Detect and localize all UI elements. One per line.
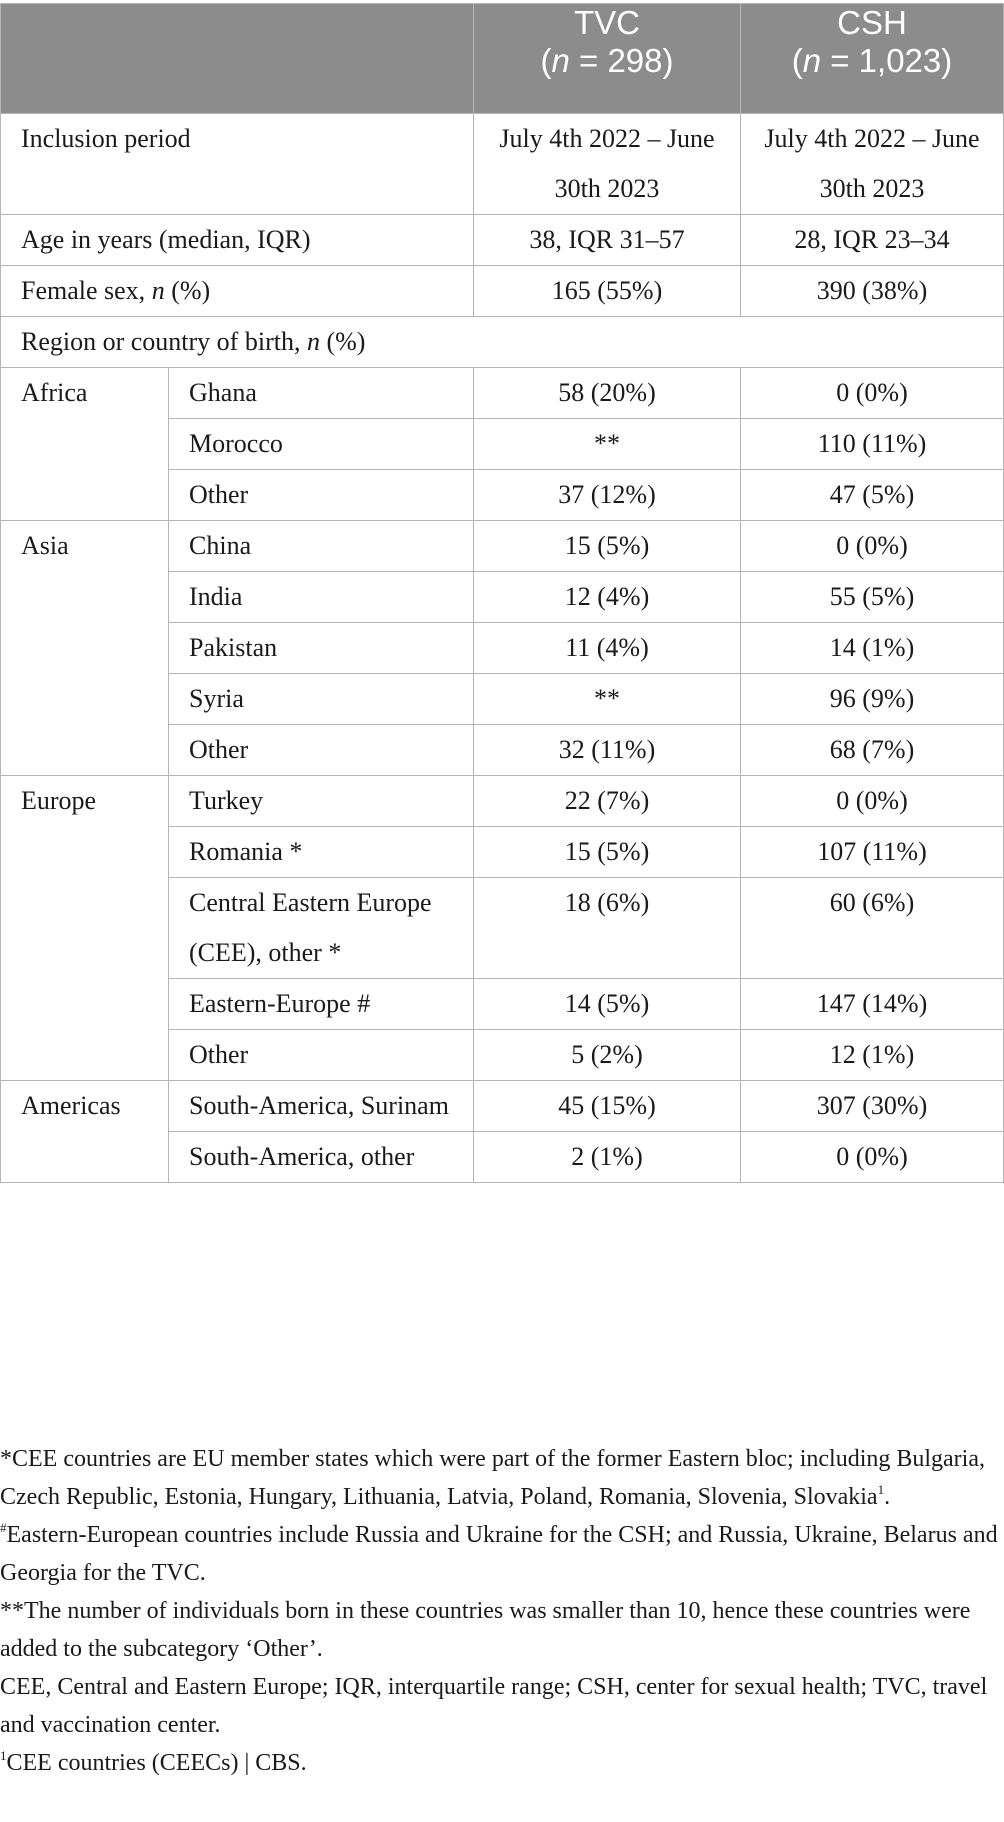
tvc-value: 14 (5%)	[474, 979, 741, 1030]
csh-value: 390 (38%)	[741, 266, 1004, 317]
table-row	[1, 521, 1004, 572]
country-label: Ghana	[169, 368, 474, 419]
country-label: Syria	[169, 674, 474, 725]
country-label: Eastern-Europe #	[169, 979, 474, 1030]
footnote-source: $^1$CEE countries (CEECs) | CBS.	[0, 1748, 307, 1776]
footnote-abbreviations: CEE, Central and Eastern Europe; IQR, interquartile range; CSH, center for sexual health; TVC, travel and vaccination center.	[0, 1674, 988, 1738]
footnote-cee: *CEE countries are EU member states which were part of the former Eastern bloc; including Bulgaria, Czech Republic, Estonia, Hungary, Lithuania, Latvia, Poland, Romania, Slovenia, Slovakia$^1$.	[0, 1446, 985, 1510]
table-row	[1, 776, 1004, 827]
tvc-value: 22 (7%)	[474, 776, 741, 827]
header-blank-cell	[1, 4, 474, 114]
tvc-value: July 4th 2022 – June 30th 2023	[474, 114, 741, 215]
csh-value: 107 (11%)	[741, 827, 1004, 878]
csh-value: 60 (6%)	[741, 878, 1004, 979]
row-label: Female sex, n (%)	[1, 266, 474, 317]
header-row	[1, 4, 1004, 114]
country-label: Other	[169, 725, 474, 776]
csh-value: 47 (5%)	[741, 470, 1004, 521]
csh-value: 0 (0%)	[741, 776, 1004, 827]
country-label: China	[169, 521, 474, 572]
csh-value: 110 (11%)	[741, 419, 1004, 470]
region-label: Asia	[1, 521, 169, 776]
csh-value: July 4th 2022 – June 30th 2023	[741, 114, 1004, 215]
tvc-value: 15 (5%)	[474, 521, 741, 572]
country-label: South-America, Surinam	[169, 1081, 474, 1132]
table-row	[1, 266, 1004, 317]
csh-value: 55 (5%)	[741, 572, 1004, 623]
header-csh-name: CSH	[837, 4, 907, 41]
region-label: Americas	[1, 1081, 169, 1183]
csh-value: 14 (1%)	[741, 623, 1004, 674]
header-csh-count: (n = 1,023)	[791, 42, 953, 79]
row-label: Inclusion period	[1, 114, 474, 215]
csh-value: 147 (14%)	[741, 979, 1004, 1030]
csh-value: 0 (0%)	[741, 1132, 1004, 1183]
tvc-value: 2 (1%)	[474, 1132, 741, 1183]
table-row	[1, 114, 1004, 215]
country-label: Morocco	[169, 419, 474, 470]
table-row	[1, 368, 1004, 419]
header-tvc-count: (n = 298)	[540, 42, 674, 79]
section-header-row	[1, 317, 1004, 368]
footnote-small-counts: **The number of individuals born in these countries was smaller than 10, hence these countries were added to the subcategory ‘Other’.	[0, 1598, 971, 1662]
tvc-value: **	[474, 674, 741, 725]
tvc-value: 45 (15%)	[474, 1081, 741, 1132]
csh-value: 68 (7%)	[741, 725, 1004, 776]
table-row	[1, 215, 1004, 266]
country-label: Other	[169, 470, 474, 521]
section-label: Region or country of birth, n (%)	[1, 317, 1004, 368]
tvc-value: 11 (4%)	[474, 623, 741, 674]
tvc-value: 18 (6%)	[474, 878, 741, 979]
csh-value: 0 (0%)	[741, 368, 1004, 419]
csh-value: 0 (0%)	[741, 521, 1004, 572]
region-label: Europe	[1, 776, 169, 1081]
tvc-value: 38, IQR 31–57	[474, 215, 741, 266]
tvc-value: 165 (55%)	[474, 266, 741, 317]
tvc-value: 15 (5%)	[474, 827, 741, 878]
country-label: Other	[169, 1030, 474, 1081]
country-label: Romania *	[169, 827, 474, 878]
tvc-value: 58 (20%)	[474, 368, 741, 419]
header-csh	[741, 4, 1004, 114]
tvc-value: 5 (2%)	[474, 1030, 741, 1081]
csh-value: 12 (1%)	[741, 1030, 1004, 1081]
tvc-value: 12 (4%)	[474, 572, 741, 623]
footnote-eastern-europe: #Eastern-European countries include Russia and Ukraine for the CSH; and Russia, Ukraine, Belarus and Georgia for the TVC.	[0, 1520, 998, 1586]
country-label: Central Eastern Europe (CEE), other *	[169, 878, 474, 979]
country-label: India	[169, 572, 474, 623]
csh-value: 307 (30%)	[741, 1081, 1004, 1132]
table-footnotes	[0, 1440, 1003, 1782]
country-label: Turkey	[169, 776, 474, 827]
tvc-value: 32 (11%)	[474, 725, 741, 776]
header-tvc	[474, 4, 741, 114]
tvc-value: 37 (12%)	[474, 470, 741, 521]
demographics-table	[0, 3, 1004, 1183]
region-label: Africa	[1, 368, 169, 521]
country-label: Pakistan	[169, 623, 474, 674]
tvc-value: **	[474, 419, 741, 470]
csh-value: 96 (9%)	[741, 674, 1004, 725]
row-label: Age in years (median, IQR)	[1, 215, 474, 266]
table-row	[1, 1081, 1004, 1132]
header-tvc-name: TVC	[574, 4, 640, 41]
csh-value: 28, IQR 23–34	[741, 215, 1004, 266]
country-label: South-America, other	[169, 1132, 474, 1183]
